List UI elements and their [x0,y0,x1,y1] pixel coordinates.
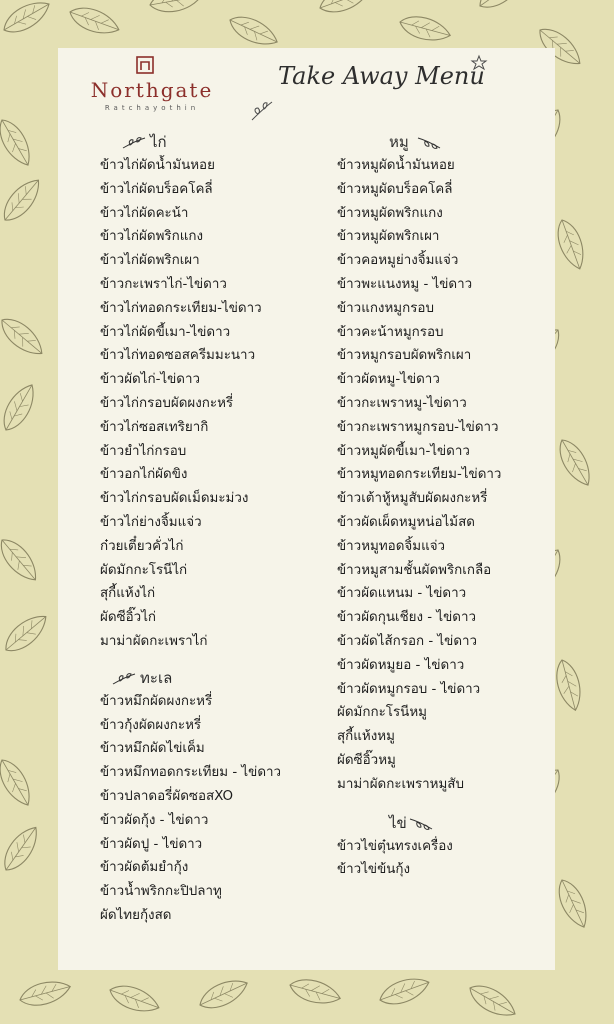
menu-item: ข้าวกะเพราหมู-ไข่ดาว [337,395,467,411]
menu-item: ข้าวผัดไส้กรอก - ไข่ดาว [337,633,478,649]
menu-item: ข้าวไก่ทอดกระเทียม-ไข่ดาว [100,300,262,316]
menu-item: ข้าวหมูผัดน้ำมันหอย [337,158,455,173]
leaf-sprig-icon [122,136,146,150]
menu-item: ข้าวแกงหมูกรอบ [337,300,434,316]
menu-item: ข้าวน้ำพริกกะปิปลาทู [100,884,222,900]
egg-items [337,835,547,883]
menu-item: มาม่าผัดกะเพราหมูสับ [337,776,464,792]
menu-item: ข้าวหมูผัดบร็อคโคลี่ [337,181,453,197]
menu-item: ข้าวกุ้งผัดผงกะหรี่ [100,717,202,733]
menu-item: ข้าวผัดต้มยำกุ้ง [100,860,189,876]
menu-item: สุกี้แห้งไก่ [100,586,156,602]
menu-column-left [100,130,320,928]
menu-item: ข้าวไก่ผัดพริกเผา [100,253,200,269]
menu-item: ข้าวไก่ทอดซอสครีมมะนาว [100,348,256,364]
menu-item: ข้าวยำไก่กรอบ [100,443,187,459]
menu-item: ข้าวผัดเผ็ดหมูหน่อไม้สด [337,514,475,530]
menu-item: ข้าวหมูกรอบผัดพริกเผา [337,348,472,364]
menu-item: ข้าวผัดกุนเชียง - ไข่ดาว [337,610,477,626]
leaf-sprig-icon [409,817,433,831]
menu-item: ข้าวคะน้าหมูกรอบ [337,324,444,340]
menu-item: ข้าวไก่ผัดบร็อคโคลี่ [100,181,213,197]
leaf-sprig-icon [417,136,441,150]
menu-item: ข้าวไก่ผัดน้ำมันหอย [100,158,215,173]
menu-item: ข้าวผัดหมูกรอบ - ไข่ดาว [337,681,481,697]
menu-item: สุกี้แห้งหมู [337,729,395,745]
pork-items [337,154,547,797]
menu-item: ผัดไทยกุ้งสด [100,907,172,923]
section-title-egg: ไข่ [389,813,407,832]
menu-item: ข้าวหมึกผัดไข่เค็ม [100,741,205,757]
seafood-items [100,690,320,928]
section-header-chicken [100,130,320,154]
menu-item: ผัดซีอิ๊วไก่ [100,610,157,626]
menu-item: ข้าวไก่ซอสเทริยากิ [100,419,209,435]
menu-item: ข้าวหมึกผัดผงกะหรี่ [100,693,213,709]
section-title-pork: หมู [389,133,409,151]
menu-item: ข้าวผัดกุ้ง - ไข่ดาว [100,812,209,828]
section-title-seafood: ทะเล [140,668,173,687]
menu-item: มาม่าผัดกะเพราไก่ [100,633,208,649]
menu-item: ข้าวหมูผัดพริกเผา [337,229,440,245]
northgate-logo [82,56,222,118]
logo-subtitle: Ratchayothin [104,104,200,112]
sprig-icon [250,100,274,122]
menu-item: ก๋วยเตี๋ยวคั่วไก่ [100,538,184,554]
menu-item: ข้าวไก่ย่างจิ้มแจ่ว [100,514,202,530]
section-header-seafood [100,666,320,690]
menu-item: ข้าวไข่ตุ๋นทรงเครื่อง [337,838,453,854]
logo-name: Northgate [90,78,214,102]
menu-item: ผัดซีอิ๊วหมู [337,752,396,768]
menu-item: ข้าวผัดปู - ไข่ดาว [100,836,203,852]
menu-item: ข้าวปลาดอรี่ผัดซอสXO [100,788,234,804]
menu-item: ผัดมักกะโรนีหมู [337,705,427,721]
section-header-egg [337,811,547,835]
menu-item: ข้าวไก่ผัดขี้เมา-ไข่ดาว [100,324,231,340]
menu-item: ข้าวหมูทอดกระเทียม-ไข่ดาว [337,467,502,483]
menu-item: ข้าวพะแนงหมู - ไข่ดาว [337,276,473,292]
menu-item: ข้าวผัดหมู-ไข่ดาว [337,372,440,388]
menu-item: ข้าวกะเพราหมูกรอบ-ไข่ดาว [337,419,499,435]
menu-item: ข้าวผัดแหนม - ไข่ดาว [337,586,467,602]
menu-item: ข้าวไข่ข้นกุ้ง [337,862,411,878]
flower-icon [470,54,488,72]
menu-item: ข้าวไก่กรอบผัดเม็ดมะม่วง [100,491,249,507]
menu-item: ข้าวหมูสามชั้นผัดพริกเกลือ [337,562,492,578]
logo-mark-icon [136,56,154,74]
menu-column-right [337,130,547,882]
menu-item: ข้าวผัดหมูยอ - ไข่ดาว [337,657,465,673]
leaf-sprig-icon [112,672,136,686]
section-header-pork [337,130,547,154]
menu-item: ข้าวคอหมูย่างจิ้มแจ่ว [337,253,459,269]
section-title-chicken: ไก่ [150,133,167,151]
menu-item: ข้าวไก่ผัดคะน้า [100,205,189,221]
chicken-items [100,154,320,654]
menu-item: ข้าวอกไก่ผัดขิง [100,467,188,483]
menu-item: ข้าวหมึกทอดกระเทียม - ไข่ดาว [100,765,282,781]
menu-item: ข้าวหมูผัดพริกแกง [337,205,443,221]
menu-item: ข้าวกะเพราไก่-ไข่ดาว [100,276,227,292]
menu-item: ข้าวเต้าหู้หมูสับผัดผงกะหรี่ [337,491,488,507]
menu-title: Take Away Menu [278,62,485,90]
menu-item: ข้าวไก่กรอบผัดผงกะหรี่ [100,395,234,411]
menu-item: ข้าวหมูทอดจิ้มแจ่ว [337,538,446,554]
menu-item: ข้าวไก่ผัดพริกแกง [100,229,203,245]
menu-item: ข้าวหมูผัดขี้เมา-ไข่ดาว [337,443,470,459]
menu-item: ข้าวผัดไก่-ไข่ดาว [100,372,201,388]
menu-item: ผัดมักกะโรนีไก่ [100,562,188,578]
